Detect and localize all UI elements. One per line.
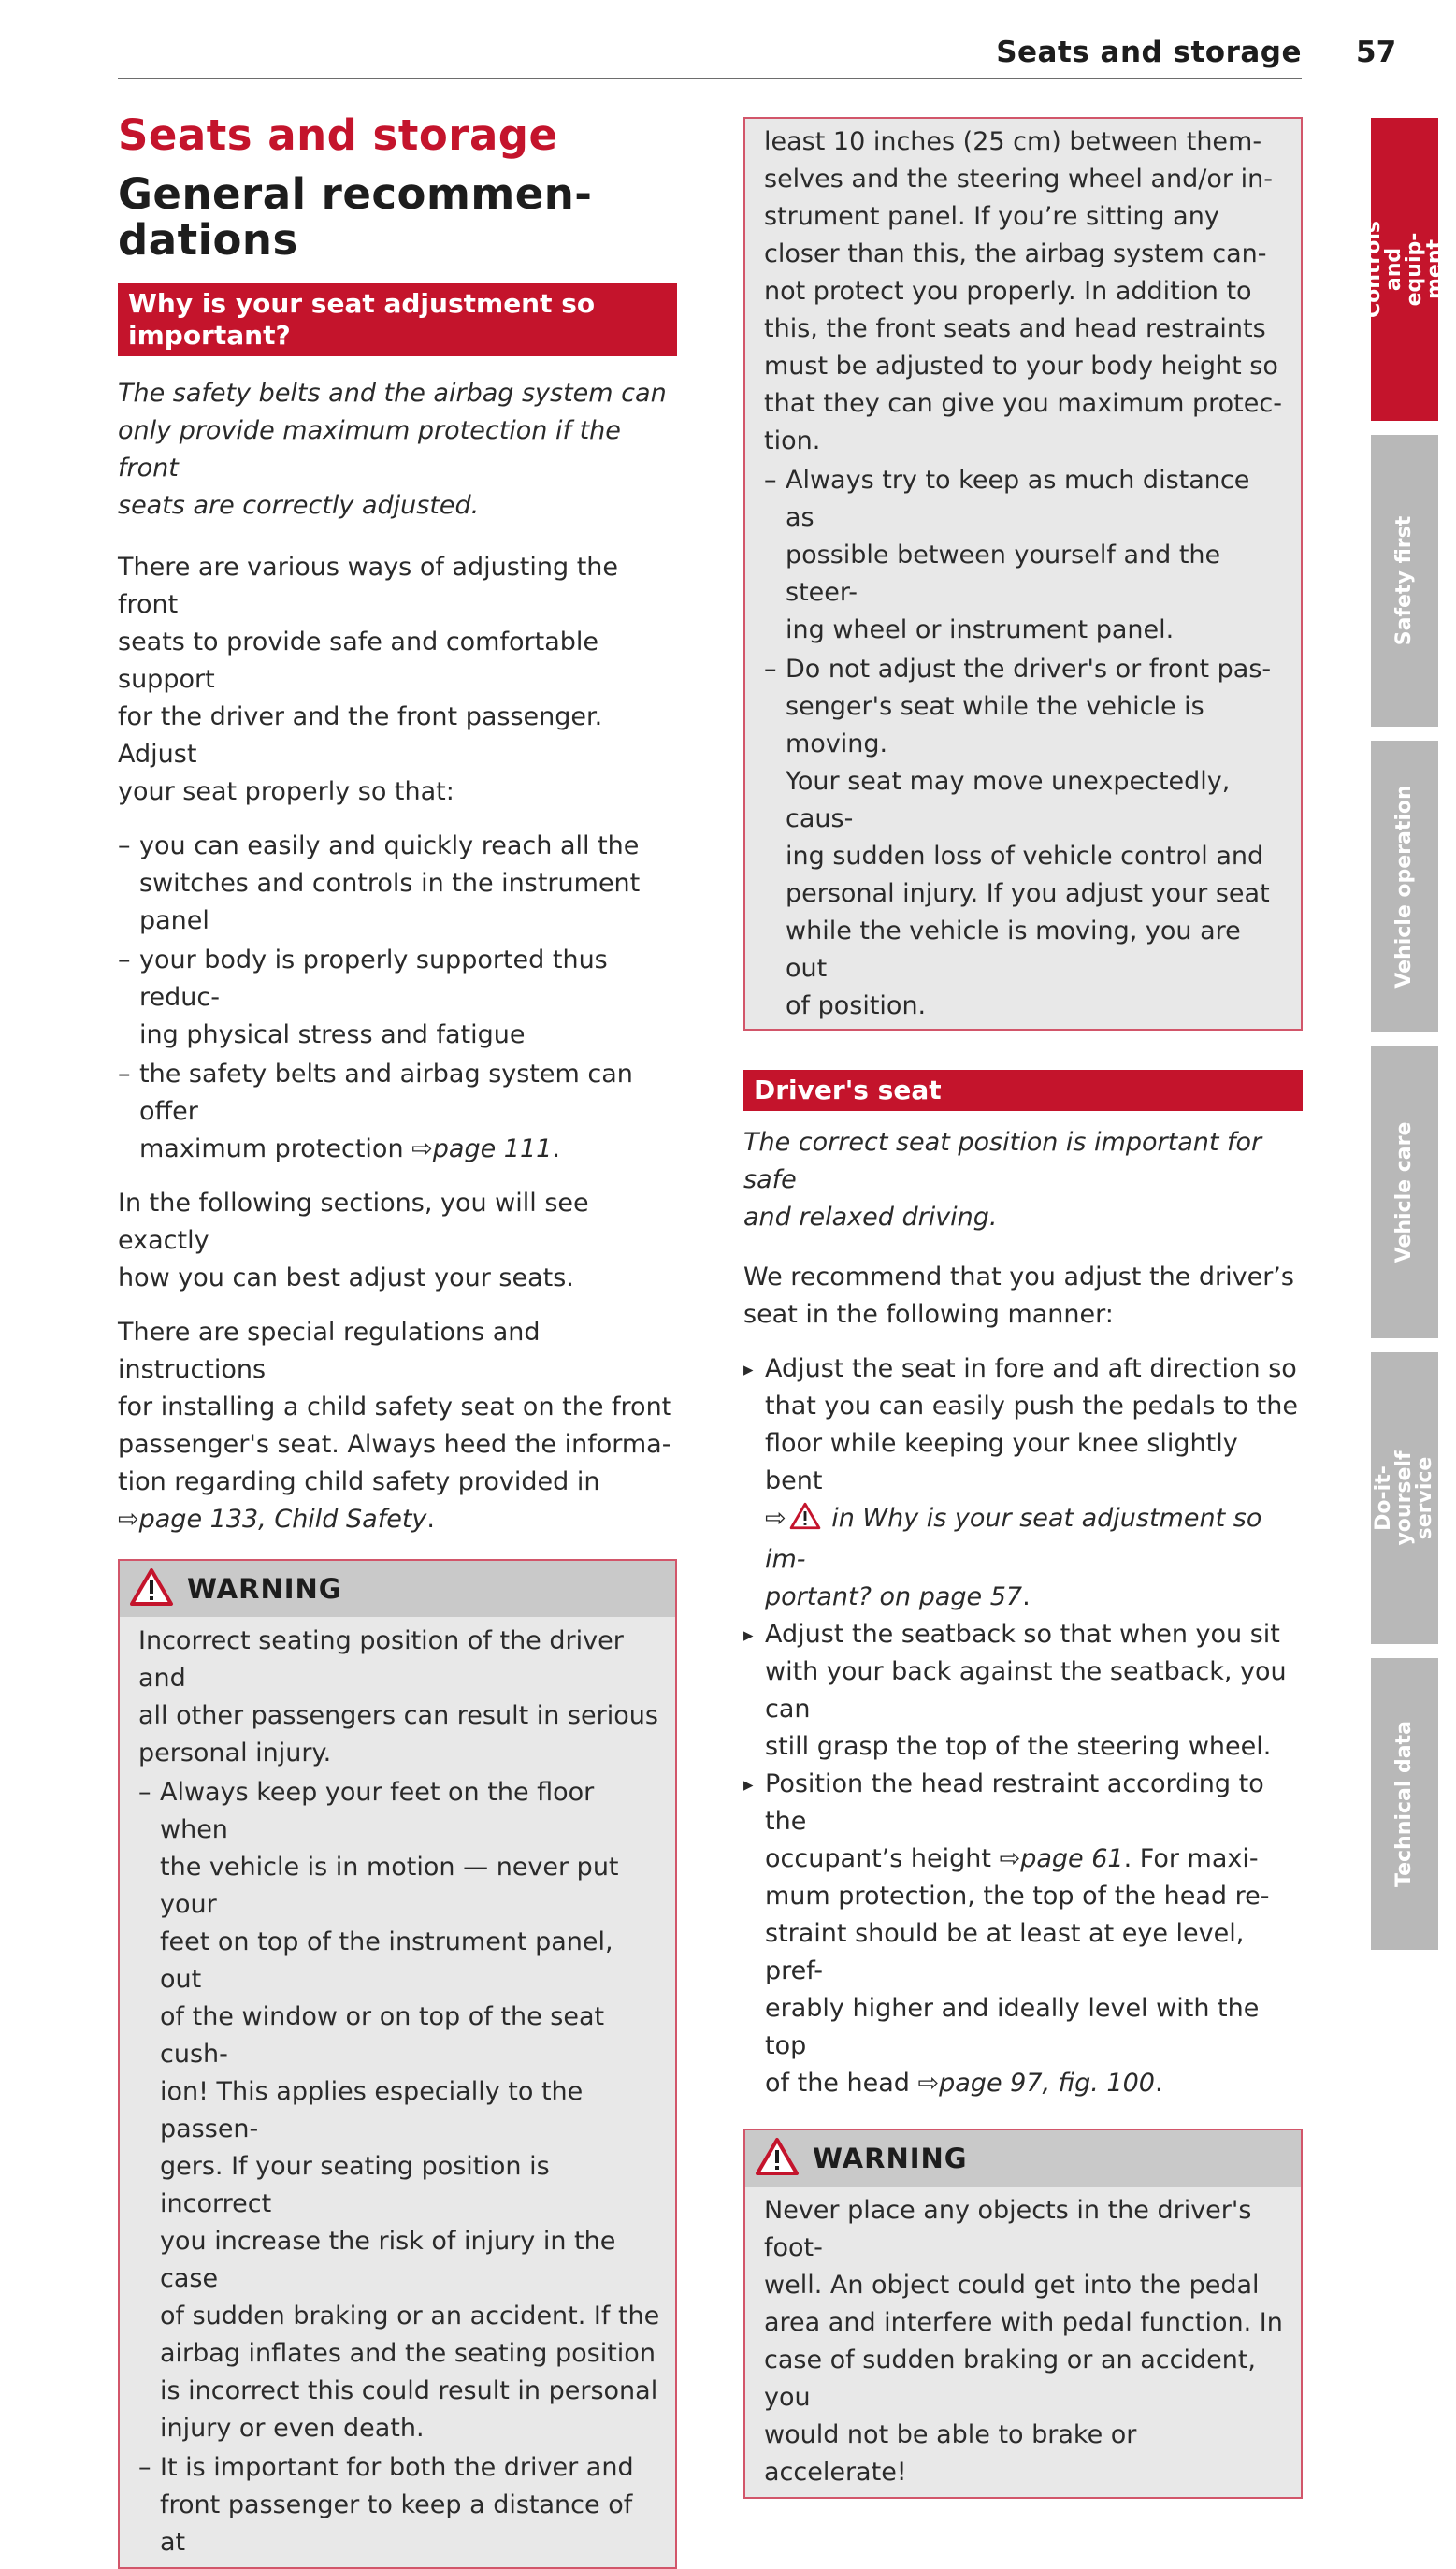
tab-technical-data[interactable]	[1371, 1658, 1438, 1950]
right-column	[743, 117, 1303, 2499]
tab-label: Controls and equip- ment	[1362, 220, 1447, 319]
header-title: Seats and storage	[996, 36, 1302, 69]
page-reference-link[interactable]: ⇨page 61	[999, 1844, 1124, 1873]
tab-vehicle-operation[interactable]	[1371, 741, 1438, 1032]
warning-item: – Do not adjust the driver's or front pas- senger's seat while the vehicle is moving. Your seat may move unexpectedly, caus- ing sudden loss of vehicle control and personal injury. If you adjust your seat while the vehicle is moving, you are out of position.	[764, 651, 1286, 1025]
warning-triangle-icon	[129, 1567, 174, 1610]
page-reference-link[interactable]: ⇨page 97, fig. 100	[917, 2069, 1155, 2098]
paragraph: There are various ways of adjusting the front seats to provide safe and comfortable support for the driver and the front passenger. Adjust your seat properly so that:	[118, 553, 619, 806]
subsection-heading: Driver's seat	[743, 1070, 1303, 1111]
page-reference-link[interactable]: ⇨page 111	[411, 1134, 553, 1163]
paragraph: In the following sections, you will see exactly how you can best adjust your seats.	[118, 1189, 589, 1292]
warning-title: WARNING	[813, 2143, 968, 2174]
warning-box	[118, 1559, 677, 2569]
warning-header	[120, 1561, 675, 1617]
list-item-text: the safety belts and airbag system can offer maximum protection	[139, 1060, 633, 1163]
left-column	[118, 110, 677, 2569]
step-text: Adjust the seat in fore and aft direction so that you can easily push the pedals to the floor while keeping your knee slightly bent	[765, 1354, 1298, 1495]
step-item: ▸ Adjust the seat in fore and aft direction so that you can easily push the pedals to the floor while keeping your knee slightly bent ⇨ in Why is your seat adjustment so im- portant? on page 57.	[743, 1350, 1303, 1616]
warning-body	[120, 1617, 675, 2567]
paragraph: We recommend that you adjust the driver’s seat in the following manner:	[743, 1263, 1294, 1329]
warning-text: Never place any objects in the driver's foot- well. An object could get into the pedal area and interfere with pedal function. In case of sudden braking or an accident, you would not be able to brake or accelerate!	[764, 2196, 1283, 2487]
tab-do-it-yourself-service[interactable]	[1371, 1352, 1438, 1644]
step-reference-text[interactable]: in Why is your seat adjustment so im- portant? on page 57	[765, 1504, 1262, 1611]
page-reference-link[interactable]: ⇨	[765, 1504, 786, 1533]
warning-title: WARNING	[187, 1573, 342, 1605]
warning-header	[745, 2130, 1301, 2187]
section-title: Seats and storage	[118, 110, 558, 160]
paragraph-text: There are special regulations and instructions for installing a child safety seat on the front passenger's seat. Always heed the informa- tion regarding child safety provided in	[118, 1318, 672, 1496]
warning-item: – Always keep your feet on the floor when the vehicle is in motion — never put your feet on top of the instrument panel, out of the window or on top of the seat cush- ion! This applies especially to the passen- gers. If your seating position is incorrect you increase the risk of injury in the case of sudden braking or an accident. If the airbag inflates and the seating position is incorrect this could result in personal injury or even death.	[138, 1774, 660, 2447]
warning-item: – It is important for both the driver and front passenger to keep a distance of at	[138, 2449, 660, 2562]
warning-triangle-icon	[755, 2137, 800, 2180]
step-text: . For maxi- mum protection, the top of the head re- straint should be at least at eye level, pref- erably higher and ideally level with the top of the head	[765, 1844, 1270, 2098]
tab-label: Do-it-yourself service	[1372, 1450, 1436, 1546]
intro-text: The safety belts and the airbag system can only provide maximum protection if the front seats are correctly adjusted.	[118, 379, 667, 520]
page-number: 57	[1356, 36, 1397, 69]
header-rule	[118, 78, 1302, 79]
intro-text: The correct seat position is important for safe and relaxed driving.	[743, 1128, 1262, 1232]
warning-continued-text: least 10 inches (25 cm) between them- selves and the steering wheel and/or in- strument panel. If you’re sitting any closer than this, the airbag system can- not protect you properly. In addition to this, the front seats and head restraints must be adjusted to your body height so that they can give you maximum protec- tion.	[764, 127, 1282, 455]
page-heading: General recommen- dations	[118, 169, 593, 265]
tab-controls-and-equipment[interactable]	[1362, 118, 1447, 421]
warning-triangle-icon	[789, 1502, 821, 1541]
tab-label: Technical data	[1392, 1721, 1416, 1887]
tab-label: Vehicle care	[1392, 1121, 1416, 1263]
tab-vehicle-care[interactable]	[1371, 1046, 1438, 1338]
paragraph: There are special regulations and instructions for installing a child safety seat on the front passenger's seat. Always heed the informa- tion regarding child safety provided in ⇨page 133, Child Safety.	[118, 1318, 672, 1534]
warning-box	[743, 2129, 1303, 2499]
list-item: – the safety belts and airbag system can offer maximum protection ⇨page 111.	[118, 1056, 677, 1168]
warning-item: – Always try to keep as much distance as possible between yourself and the steer- ing wheel or instrument panel.	[764, 462, 1286, 649]
subsection-heading: Why is your seat adjustment so important?	[118, 283, 677, 356]
warning-continued-box	[743, 117, 1303, 1031]
step-item: ▸ Position the head restraint according to the occupant’s height ⇨page 61. For maxi- mum protection, the top of the head re- straint should be at least at eye level, pref- erably higher and ideally level with the top of the head ⇨page 97, fig. 100.	[743, 1766, 1303, 2102]
warning-body	[745, 2187, 1301, 2497]
chapter-tabs	[1362, 0, 1447, 2065]
bullet-list	[118, 828, 677, 1168]
tab-label: Safety first	[1392, 515, 1416, 646]
step-item: ▸ Adjust the seatback so that when you sit with your back against the seatback, you can still grasp the top of the steering wheel.	[743, 1616, 1303, 1766]
page-reference-link[interactable]: ⇨page 133, Child Safety	[118, 1505, 427, 1534]
tab-label: Vehicle operation	[1392, 785, 1416, 989]
warning-intro: Incorrect seating position of the driver and all other passengers can result in serious personal injury.	[138, 1626, 658, 1768]
step-text: Position the head restraint according to the occupant’s height	[765, 1769, 1264, 1873]
step-list	[743, 1350, 1303, 2102]
list-item: – your body is properly supported thus reduc- ing physical stress and fatigue	[118, 942, 677, 1054]
list-item: – you can easily and quickly reach all the switches and controls in the instrument panel	[118, 828, 677, 940]
tab-safety-first[interactable]	[1371, 435, 1438, 727]
